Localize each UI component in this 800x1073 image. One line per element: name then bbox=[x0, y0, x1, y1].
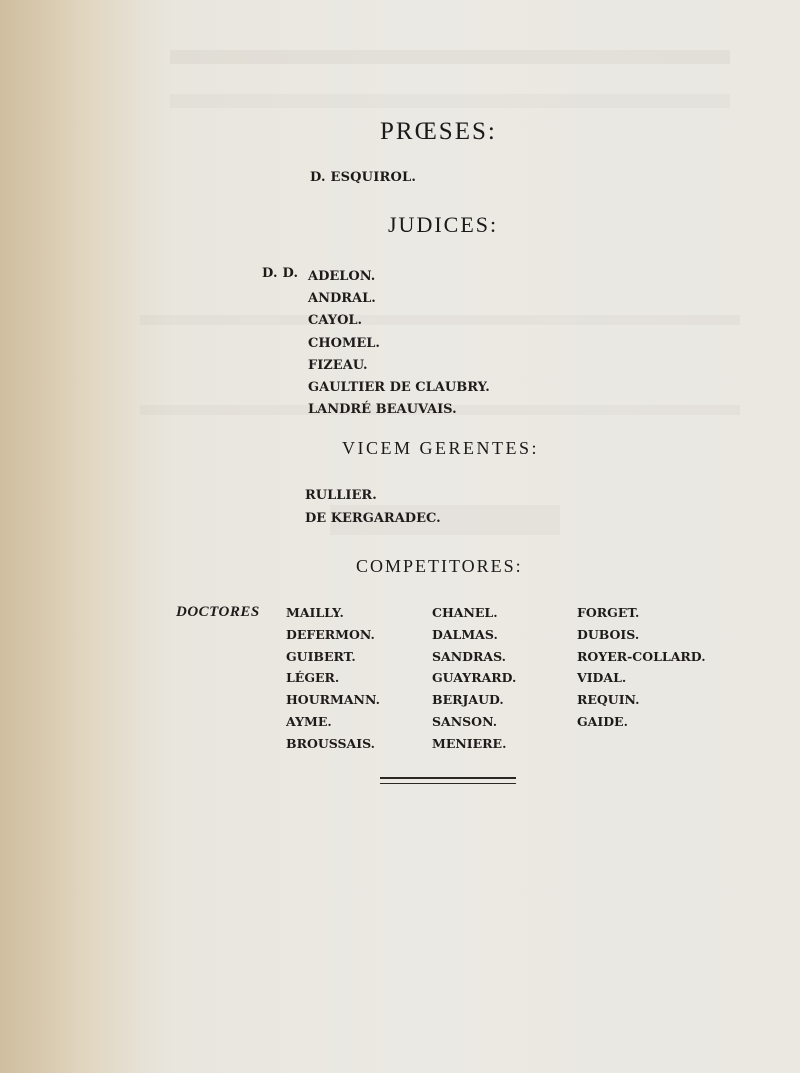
judge-name: CHOMEL. bbox=[308, 335, 380, 351]
competitor-name: DEFERMON. bbox=[286, 626, 375, 642]
competitor-name: REQUIN. bbox=[577, 692, 640, 708]
competitors-column-3 bbox=[577, 602, 706, 733]
competitor-name: GUIBERT. bbox=[286, 648, 356, 664]
competitor-name: BROUSSAIS. bbox=[286, 735, 376, 751]
judge-name: ADELON. bbox=[308, 269, 376, 284]
competitor-name: FORGET. bbox=[577, 605, 640, 620]
president-name: D. ESQUIROL. bbox=[310, 170, 417, 185]
competitor-name: DALMAS. bbox=[432, 626, 498, 642]
vice-gerente-name: RULLIER. bbox=[305, 488, 377, 503]
competitor-name: ROYER-COLLARD. bbox=[577, 648, 706, 664]
heading-proeses: PRŒSES: bbox=[380, 118, 497, 145]
vice-gerentes-list bbox=[305, 484, 441, 530]
competitor-name: GAIDE. bbox=[577, 713, 628, 729]
judge-name: FIZEAU. bbox=[308, 357, 368, 373]
competitor-name: DUBOIS. bbox=[577, 626, 640, 642]
competitor-name: MAILLY. bbox=[286, 605, 344, 620]
heading-competitores: COMPETITORES: bbox=[356, 556, 523, 576]
judges-prefix: D. D. bbox=[262, 266, 299, 281]
closing-rule-thin bbox=[380, 783, 516, 784]
judge-name: LANDRÉ BEAUVAIS. bbox=[308, 402, 457, 418]
competitor-name: MENIERE. bbox=[432, 735, 507, 751]
heading-judices: JUDICES: bbox=[388, 212, 499, 237]
competitor-name: VIDAL. bbox=[577, 670, 627, 686]
competitor-name: SANSON. bbox=[432, 713, 498, 729]
closing-rule-thick bbox=[380, 777, 516, 779]
competitor-name: CHANEL. bbox=[432, 605, 498, 620]
doctores-label: DOCTORES bbox=[176, 604, 260, 620]
competitors-column-1 bbox=[286, 602, 380, 755]
competitor-name: LÉGER. bbox=[286, 670, 340, 686]
page-spine-shadow bbox=[0, 0, 140, 1073]
heading-vicem-gerentes: VICEM GERENTES: bbox=[342, 438, 539, 458]
competitor-name: GUAYRARD. bbox=[432, 670, 517, 686]
judge-name: GAULTIER DE CLAUBRY. bbox=[308, 379, 490, 395]
competitor-name: HOURMANN. bbox=[286, 692, 380, 708]
judges-list bbox=[308, 266, 490, 421]
competitors-column-2 bbox=[432, 602, 516, 755]
judge-name: CAYOL. bbox=[308, 313, 363, 329]
vice-gerente-name: DE KERGARADEC. bbox=[305, 511, 441, 526]
competitor-name: BERJAUD. bbox=[432, 692, 504, 708]
competitor-name: SANDRAS. bbox=[432, 648, 507, 664]
judge-name: ANDRAL. bbox=[308, 291, 376, 307]
bleed-through-band bbox=[170, 50, 730, 108]
competitor-name: AYME. bbox=[286, 713, 332, 729]
